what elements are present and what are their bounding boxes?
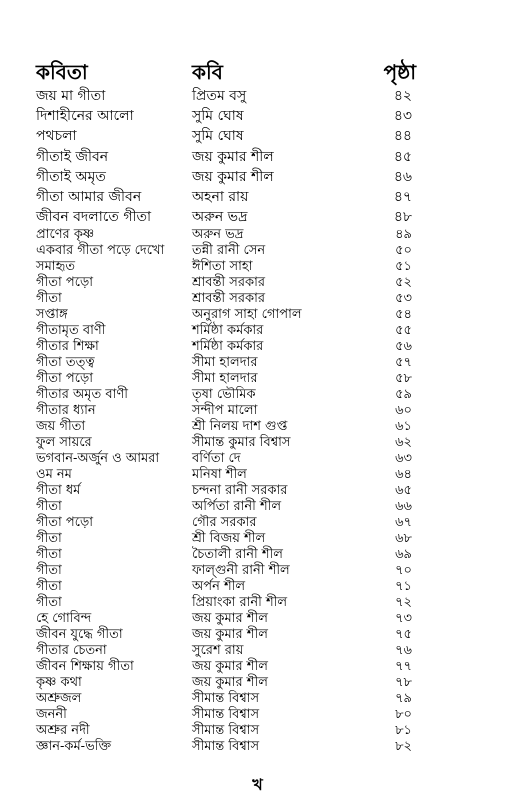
- poem-title: একবার গীতা পড়ে দেখো: [36, 243, 165, 259]
- poem-title: জীবন শিক্ষায় গীতা: [36, 659, 134, 675]
- poet-name: ফাল্গুনী রানী শীল: [192, 563, 290, 579]
- poem-title: গীতা: [36, 531, 62, 547]
- poet-name: অর্পিতা রানী শীল: [192, 499, 282, 515]
- toc-row: [0, 403, 515, 419]
- toc-row: [0, 339, 515, 355]
- page-number: ৬৪: [395, 467, 412, 483]
- poem-title: জননী: [36, 707, 67, 723]
- poem-title: ফুল সায়রে: [36, 435, 92, 451]
- toc-row: [0, 563, 515, 579]
- toc-row: [0, 675, 515, 691]
- toc-row: [0, 595, 515, 611]
- poet-name: ঈশিতা সাহা: [192, 259, 253, 275]
- toc-row: [0, 371, 515, 387]
- page-number: ৬৯: [395, 547, 412, 563]
- toc-header: [0, 58, 515, 84]
- toc-row: [0, 611, 515, 627]
- toc-row: [0, 307, 515, 323]
- page-number: ৭২: [395, 595, 412, 611]
- poet-name: শ্রী বিজয় শীল: [192, 531, 266, 547]
- page-column-heading: পৃষ্ঠা: [383, 60, 416, 84]
- poet-name: প্রিতম বসু: [192, 88, 247, 104]
- poet-name: সুমি ঘোষ: [192, 108, 244, 125]
- page-number: ৫০: [395, 243, 412, 259]
- poem-title: গীতাই জীবন: [36, 148, 109, 165]
- page-number: ৫৬: [395, 339, 412, 355]
- poet-name: সীমান্ত বিশ্বাস: [192, 691, 260, 707]
- poem-title: কৃষ্ণ কথা: [36, 675, 82, 691]
- poem-title: গীতা আমার জীবন: [36, 188, 142, 205]
- poet-name: সুরেশ রায়: [192, 643, 244, 659]
- page-number: ৫৮: [395, 371, 412, 387]
- poet-name: সীমা হালদার: [192, 355, 258, 371]
- toc-row: [0, 691, 515, 707]
- page-number: ৪৮: [393, 209, 412, 226]
- poet-name: শ্রাবন্তী সরকার: [192, 291, 266, 307]
- poet-name: সীমান্ত কুমার বিশ্বাস: [192, 435, 291, 451]
- poem-title: জয় মা গীতা: [36, 88, 106, 104]
- poet-name: চন্দনা রানী সরকার: [192, 483, 288, 499]
- toc-row: [0, 243, 515, 259]
- page-number: ৬৫: [395, 483, 412, 499]
- toc-row: [0, 723, 515, 739]
- page-number: ৫১: [395, 259, 412, 275]
- page-number: ৪৯: [395, 227, 412, 243]
- page-number: ৬৩: [395, 451, 412, 467]
- poem-title: গীতার চেতনা: [36, 643, 107, 659]
- toc-row: [0, 147, 515, 167]
- poem-title: গীতামৃত বাণী: [36, 323, 106, 339]
- page-number: ৬৮: [395, 531, 412, 547]
- toc-row: [0, 259, 515, 275]
- toc-row: [0, 483, 515, 499]
- poem-title: গীতা ধর্ম: [36, 483, 81, 499]
- poet-name: তৃষা ভৌমিক: [192, 387, 256, 403]
- toc-row: [0, 387, 515, 403]
- toc-row: [0, 227, 515, 243]
- page-number: ৭৬: [395, 643, 412, 659]
- poem-title: প্রাণের কৃষ্ণ: [36, 227, 95, 243]
- poem-title: জীবন যুদ্ধে গীতা: [36, 627, 123, 643]
- page-number: ৪৪: [393, 128, 412, 145]
- poem-title: হে গোবিন্দ: [36, 611, 92, 627]
- poem-title: অশ্রুজল: [36, 691, 82, 707]
- poem-title: গীতা পড়ো: [36, 275, 93, 291]
- poem-title: পথচলা: [36, 128, 77, 145]
- page-marker: খ: [252, 775, 263, 794]
- poem-title: গীতা: [36, 595, 62, 611]
- poet-name: জয় কুমার শীল: [192, 148, 274, 165]
- page-number: ৫২: [395, 275, 412, 291]
- poem-title: গীতা: [36, 499, 62, 515]
- poet-name: সন্দীপ মালো: [192, 403, 258, 419]
- page-number: ৭৩: [395, 611, 412, 627]
- poem-title: গীতা: [36, 563, 62, 579]
- toc-row: [0, 106, 515, 126]
- toc-row: [0, 323, 515, 339]
- page-number: ৬২: [395, 435, 412, 451]
- toc-row: [0, 739, 515, 755]
- poet-name: অর্পন শীল: [192, 579, 246, 595]
- toc-row: [0, 547, 515, 563]
- poet-name: সীমা হালদার: [192, 371, 258, 387]
- poem-title: জীবন বদলাতে গীতা: [36, 209, 152, 226]
- poem-title: গীতাই অমৃত: [36, 168, 106, 185]
- poet-name: গৌর সরকার: [192, 515, 257, 531]
- toc-row: [0, 643, 515, 659]
- poet-name: চৈতালী রানী শীল: [192, 547, 283, 563]
- poet-name: শর্মিষ্ঠা কর্মকার: [192, 339, 264, 355]
- page-number: ৪৭: [393, 188, 412, 205]
- poem-title: গীতা: [36, 547, 62, 563]
- poet-name: বর্ণিতা দে: [192, 451, 241, 467]
- page-number: ৮১: [395, 723, 412, 739]
- poet-name: জয় কুমার শীল: [192, 675, 268, 691]
- poet-name: সীমান্ত বিশ্বাস: [192, 723, 260, 739]
- page-number: ৬৭: [395, 515, 412, 531]
- page-number: ৭৯: [395, 691, 412, 707]
- toc-row: [0, 499, 515, 515]
- page-number: ৭৮: [395, 675, 412, 691]
- page-number: ৮২: [395, 739, 412, 755]
- toc-row: [0, 467, 515, 483]
- toc-row: [0, 531, 515, 547]
- poem-column-heading: কবিতা: [36, 60, 88, 84]
- poem-title: গীতার ধ্যান: [36, 403, 96, 419]
- poet-column-heading: কবি: [192, 60, 223, 84]
- poet-name: তন্নী রানী সেন: [192, 243, 266, 259]
- poem-title: গীতা পড়ো: [36, 515, 93, 531]
- page-number: ৬৬: [395, 499, 412, 515]
- page-number: ৭৫: [395, 627, 412, 643]
- poem-title: অশ্রুর নদী: [36, 723, 90, 739]
- poet-name: শর্মিষ্ঠা কর্মকার: [192, 323, 264, 339]
- poem-title: গীতা: [36, 291, 62, 307]
- page-number: ৫৪: [395, 307, 412, 323]
- poet-name: অহনা রায়: [192, 188, 249, 205]
- page-number: ৪৫: [393, 148, 412, 165]
- poem-title: দিশাহীনের আলো: [36, 108, 134, 125]
- toc-row: [0, 451, 515, 467]
- toc-row: [0, 579, 515, 595]
- poet-name: জয় কুমার শীল: [192, 659, 268, 675]
- toc-row: [0, 86, 515, 106]
- poem-title: গীতার শিক্ষা: [36, 339, 99, 355]
- poet-name: সুমি ঘোষ: [192, 128, 244, 145]
- poem-title: সপ্তাঙ্গ: [36, 307, 68, 323]
- poet-name: অরুন ভদ্র: [192, 227, 244, 243]
- toc-row: [0, 291, 515, 307]
- toc-row: [0, 659, 515, 675]
- poem-title: গীতা তত্ত্ব: [36, 355, 95, 371]
- poet-name: অনুরাগ সাহা গোপাল: [192, 307, 302, 323]
- toc-row: [0, 419, 515, 435]
- page-number: ৭১: [395, 579, 412, 595]
- poem-title: জ্ঞান-কর্ম-ভক্তি: [36, 739, 112, 755]
- toc-row: [0, 707, 515, 723]
- poem-title: জয় গীতা: [36, 419, 86, 435]
- page-number: ৭০: [395, 563, 412, 579]
- page-number: ৬১: [395, 419, 412, 435]
- page-number: ৫৯: [395, 387, 412, 403]
- toc-list: [0, 86, 515, 755]
- poem-title: গীতা: [36, 579, 62, 595]
- poet-name: শ্রী নিলয় দাশ গুপ্ত: [192, 419, 288, 435]
- poem-title: গীতার অমৃত বাণী: [36, 387, 128, 403]
- toc-row: [0, 627, 515, 643]
- toc-row: [0, 167, 515, 187]
- page-number: ৫৩: [395, 291, 412, 307]
- poet-name: অরুন ভদ্র: [192, 209, 248, 226]
- toc-row: [0, 355, 515, 371]
- toc-row: [0, 515, 515, 531]
- page-number: ৬০: [395, 403, 412, 419]
- poet-name: সীমান্ত বিশ্বাস: [192, 739, 260, 755]
- toc-row: [0, 207, 515, 227]
- poem-title: সমাহৃত: [36, 259, 76, 275]
- poem-title: ভগবান-অর্জুন ও আমরা: [36, 451, 160, 467]
- poem-title: ওম নম: [36, 467, 72, 483]
- poet-name: শ্রাবন্তী সরকার: [192, 275, 266, 291]
- page-number: ৮০: [395, 707, 412, 723]
- toc-row: [0, 275, 515, 291]
- page-number: ৫৭: [395, 355, 412, 371]
- toc-row: [0, 187, 515, 207]
- page-number: ৫৫: [395, 323, 412, 339]
- poet-name: জয় কুমার শীল: [192, 611, 268, 627]
- poet-name: জয় কুমার শীল: [192, 168, 274, 185]
- poet-name: সীমান্ত বিশ্বাস: [192, 707, 260, 723]
- toc-row: [0, 435, 515, 451]
- poem-title: গীতা পড়ো: [36, 371, 93, 387]
- toc-row: [0, 126, 515, 146]
- poet-name: জয় কুমার শীল: [192, 627, 268, 643]
- page-number: ৪৬: [393, 168, 412, 185]
- poet-name: মনিষা শীল: [192, 467, 247, 483]
- poet-name: প্রিয়াংকা রানী শীল: [192, 595, 288, 611]
- page-number: ৪৩: [393, 108, 412, 125]
- page-number: ৭৭: [395, 659, 412, 675]
- page-number: ৪২: [393, 88, 412, 104]
